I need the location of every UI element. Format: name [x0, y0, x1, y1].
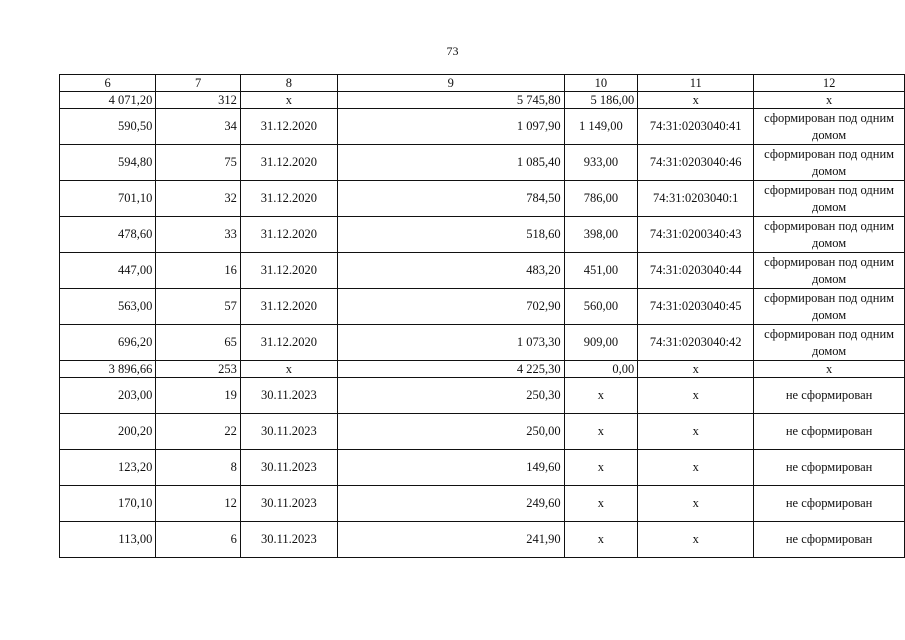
table-cell-col-12: х [754, 92, 905, 109]
table-cell-col-9: 149,60 [337, 450, 564, 486]
table-cell-col-9: 241,90 [337, 522, 564, 558]
table-cell-col-7: 6 [156, 522, 241, 558]
data-table [59, 74, 905, 558]
table-cell-col-6: 4 071,20 [60, 92, 156, 109]
table-row [60, 289, 905, 325]
table-cell-col-7: 57 [156, 289, 241, 325]
table-cell-col-9: 4 225,30 [337, 361, 564, 378]
table-cell-col-6: 563,00 [60, 289, 156, 325]
table-cell-col-7: 312 [156, 92, 241, 109]
table-cell-col-8: х [240, 92, 337, 109]
table-cell-col-9: 250,30 [337, 378, 564, 414]
table-row [60, 414, 905, 450]
table-cell-col-10: 933,00 [564, 145, 638, 181]
table-cell-col-12: х [754, 361, 905, 378]
table-cell-col-12: не сформирован [754, 378, 905, 414]
header-cell: 8 [240, 75, 337, 92]
table-cell-col-12: сформирован под одним домом [754, 289, 905, 325]
table-row [60, 378, 905, 414]
table-cell-col-8: 31.12.2020 [240, 253, 337, 289]
table-row [60, 181, 905, 217]
table-row [60, 522, 905, 558]
table-cell-col-9: 249,60 [337, 486, 564, 522]
table-row [60, 325, 905, 361]
table-cell-col-9: 250,00 [337, 414, 564, 450]
header-cell: 12 [754, 75, 905, 92]
table-cell-col-9: 702,90 [337, 289, 564, 325]
subtotal-row [60, 92, 905, 109]
table-cell-col-11: х [638, 361, 754, 378]
table-cell-col-9: 5 745,80 [337, 92, 564, 109]
table-cell-col-11: х [638, 450, 754, 486]
table-cell-col-7: 22 [156, 414, 241, 450]
table-cell-col-11: х [638, 92, 754, 109]
table-cell-col-10: х [564, 414, 638, 450]
table-cell-col-10: 0,00 [564, 361, 638, 378]
table-row [60, 109, 905, 145]
table-cell-col-9: 483,20 [337, 253, 564, 289]
page-number: 73 [446, 44, 459, 58]
table-row [60, 450, 905, 486]
table-cell-col-9: 518,60 [337, 217, 564, 253]
table-cell-col-12: не сформирован [754, 450, 905, 486]
table-cell-col-11: х [638, 414, 754, 450]
table-cell-col-10: 5 186,00 [564, 92, 638, 109]
table-cell-col-8: 31.12.2020 [240, 109, 337, 145]
table-body [60, 75, 905, 558]
table-cell-col-6: 123,20 [60, 450, 156, 486]
table-cell-col-10: х [564, 522, 638, 558]
table-cell-col-12: сформирован под одним домом [754, 253, 905, 289]
table-cell-col-6: 701,10 [60, 181, 156, 217]
table-cell-col-9: 1 097,90 [337, 109, 564, 145]
table-cell-col-8: 30.11.2023 [240, 486, 337, 522]
table-cell-col-7: 253 [156, 361, 241, 378]
table-row [60, 145, 905, 181]
table-cell-col-8: 31.12.2020 [240, 325, 337, 361]
table-cell-col-10: 909,00 [564, 325, 638, 361]
table-cell-col-11: 74:31:0200340:43 [638, 217, 754, 253]
table-cell-col-12: сформирован под одним домом [754, 325, 905, 361]
table-cell-col-6: 594,80 [60, 145, 156, 181]
table-cell-col-11: х [638, 486, 754, 522]
table-cell-col-7: 65 [156, 325, 241, 361]
table-cell-col-8: 31.12.2020 [240, 289, 337, 325]
table-cell-col-11: 74:31:0203040:46 [638, 145, 754, 181]
table-cell-col-7: 12 [156, 486, 241, 522]
table-cell-col-6: 113,00 [60, 522, 156, 558]
table-cell-col-7: 8 [156, 450, 241, 486]
table-cell-col-6: 3 896,66 [60, 361, 156, 378]
table-cell-col-8: 31.12.2020 [240, 145, 337, 181]
table-cell-col-9: 784,50 [337, 181, 564, 217]
table-cell-col-8: 31.12.2020 [240, 181, 337, 217]
table-cell-col-10: 786,00 [564, 181, 638, 217]
table-cell-col-11: 74:31:0203040:45 [638, 289, 754, 325]
table-row [60, 253, 905, 289]
table-cell-col-6: 203,00 [60, 378, 156, 414]
table-cell-col-7: 34 [156, 109, 241, 145]
table-cell-col-11: 74:31:0203040:1 [638, 181, 754, 217]
table-cell-col-11: 74:31:0203040:41 [638, 109, 754, 145]
table-cell-col-12: не сформирован [754, 486, 905, 522]
header-cell: 9 [337, 75, 564, 92]
header-cell: 11 [638, 75, 754, 92]
table-cell-col-11: х [638, 522, 754, 558]
table-row [60, 217, 905, 253]
table-cell-col-9: 1 085,40 [337, 145, 564, 181]
table-cell-col-6: 200,20 [60, 414, 156, 450]
header-cell: 10 [564, 75, 638, 92]
table-cell-col-10: 560,00 [564, 289, 638, 325]
table-cell-col-12: не сформирован [754, 522, 905, 558]
table-cell-col-12: сформирован под одним домом [754, 109, 905, 145]
table-cell-col-6: 590,50 [60, 109, 156, 145]
table-cell-col-12: сформирован под одним домом [754, 145, 905, 181]
table-cell-col-7: 32 [156, 181, 241, 217]
table-cell-col-11: 74:31:0203040:44 [638, 253, 754, 289]
table-cell-col-8: 30.11.2023 [240, 522, 337, 558]
header-cell: 6 [60, 75, 156, 92]
table-cell-col-8: 30.11.2023 [240, 450, 337, 486]
table-cell-col-12: сформирован под одним домом [754, 217, 905, 253]
header-cell: 7 [156, 75, 241, 92]
header-row [60, 75, 905, 92]
table-cell-col-6: 478,60 [60, 217, 156, 253]
table-cell-col-7: 16 [156, 253, 241, 289]
table-cell-col-7: 19 [156, 378, 241, 414]
table-cell-col-10: 1 149,00 [564, 109, 638, 145]
table-cell-col-11: х [638, 378, 754, 414]
table-cell-col-10: х [564, 450, 638, 486]
table-cell-col-8: 31.12.2020 [240, 217, 337, 253]
table-cell-col-7: 75 [156, 145, 241, 181]
table-cell-col-12: не сформирован [754, 414, 905, 450]
table-cell-col-10: х [564, 486, 638, 522]
table-cell-col-8: 30.11.2023 [240, 414, 337, 450]
table-cell-col-10: 398,00 [564, 217, 638, 253]
table-cell-col-6: 696,20 [60, 325, 156, 361]
table-cell-col-9: 1 073,30 [337, 325, 564, 361]
table-cell-col-10: 451,00 [564, 253, 638, 289]
table-cell-col-11: 74:31:0203040:42 [638, 325, 754, 361]
table-cell-col-12: сформирован под одним домом [754, 181, 905, 217]
table-cell-col-7: 33 [156, 217, 241, 253]
table-cell-col-6: 170,10 [60, 486, 156, 522]
table-cell-col-8: 30.11.2023 [240, 378, 337, 414]
table-cell-col-10: х [564, 378, 638, 414]
table-cell-col-8: х [240, 361, 337, 378]
subtotal-row [60, 361, 905, 378]
table-cell-col-6: 447,00 [60, 253, 156, 289]
table-row [60, 486, 905, 522]
